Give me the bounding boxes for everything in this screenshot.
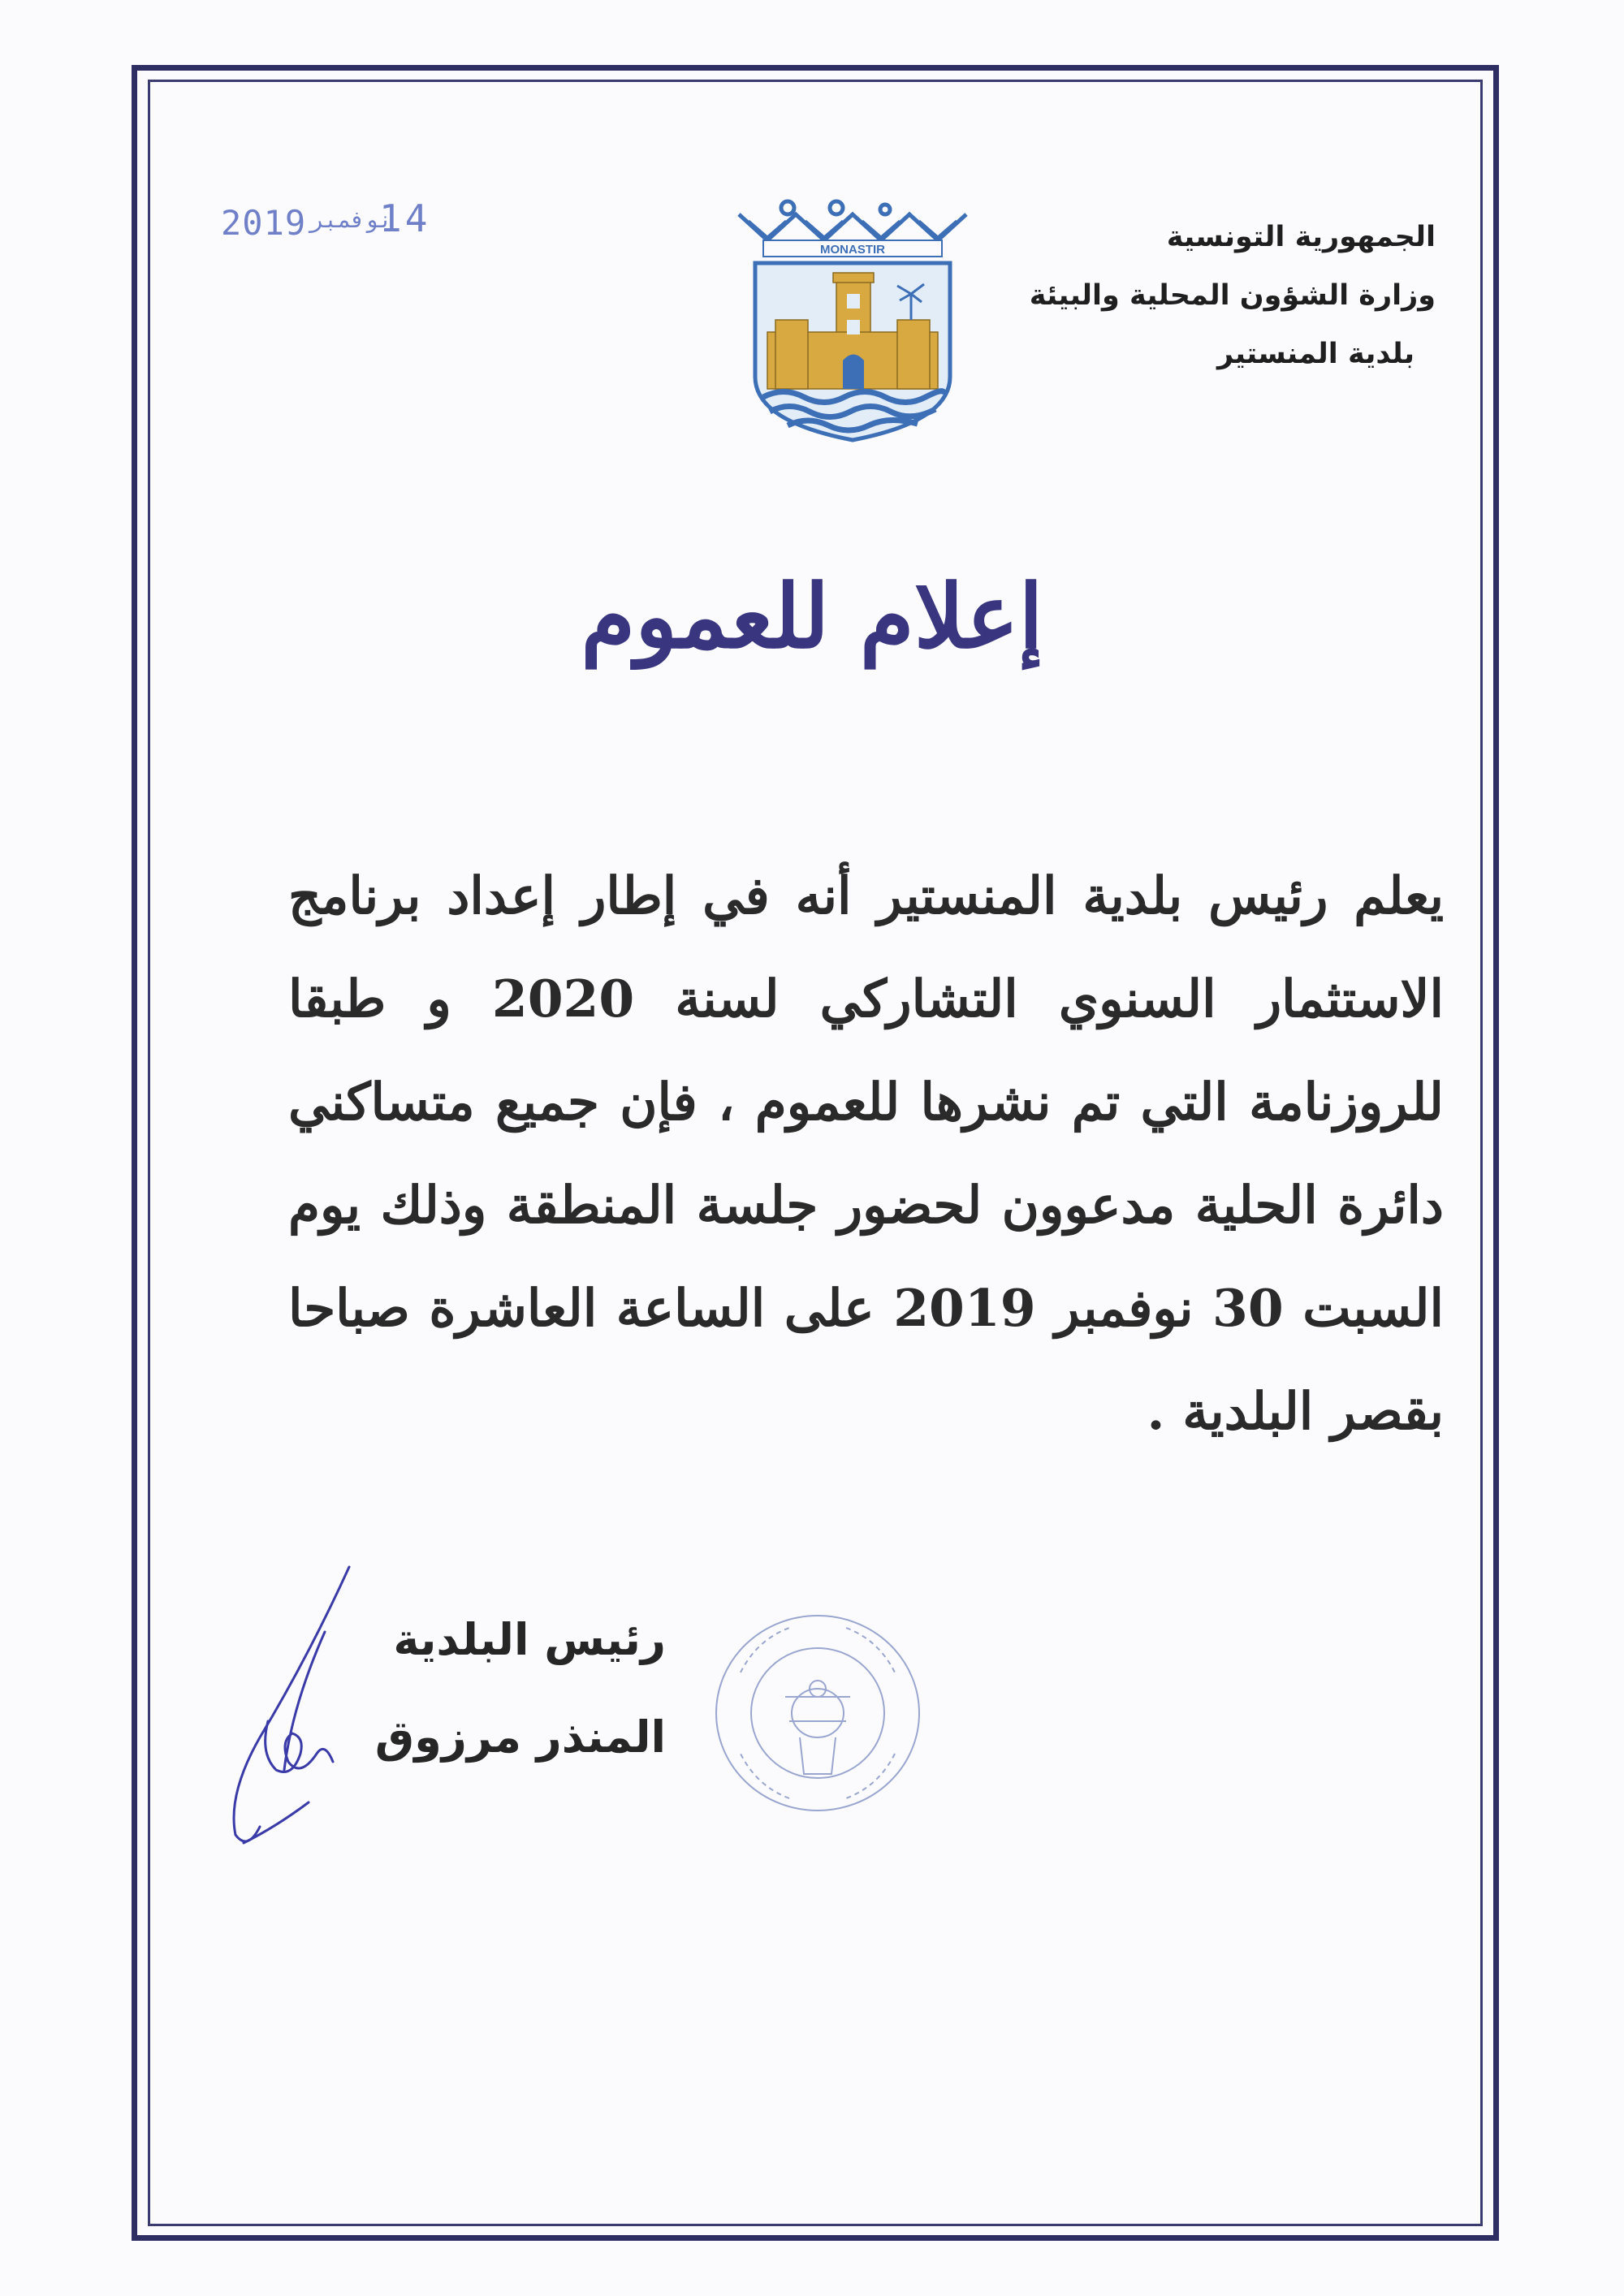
ministry-name: وزارة الشؤون المحلية والبيئة: [1029, 279, 1436, 312]
body-line: دائرة الحلية مدعوون لحضور جلسة المنطقة وذلك يوم: [288, 1175, 1444, 1235]
signatory-name: المنذر مرزوق: [374, 1711, 666, 1763]
body-line: للروزنامة التي تم نشرها للعموم ، فإن جميع متساكني: [288, 1072, 1444, 1132]
emblem-calligraphy: [739, 201, 966, 240]
notice-body: [288, 844, 1444, 1463]
issuer-header: [1013, 208, 1436, 383]
body-line: السبت 30 نوفمبر 2019 على الساعة العاشرة صباحا: [288, 1278, 1444, 1338]
stamp-day: 14: [379, 196, 431, 240]
received-date-stamp: [221, 195, 440, 244]
signatory-role: رئيس البلدية: [393, 1614, 666, 1665]
stamp-month: نوفمبر: [310, 206, 393, 233]
body-line: الاستثمار السنوي التشاركي لسنة 2020 و طبقا: [288, 969, 1444, 1029]
country-name: الجمهورية التونسية: [1166, 221, 1436, 253]
notice-title: إعلام للعموم: [581, 566, 1043, 668]
official-seal: [708, 1608, 927, 1819]
monastir-emblem: [731, 198, 974, 443]
stamp-year: 2019: [221, 203, 307, 243]
body-line: بقصر البلدية .: [1147, 1381, 1444, 1441]
emblem-banner-text: MONASTIR: [820, 243, 885, 257]
body-line: يعلم رئيس بلدية المنستير أنه في إطار إعداد برنامج: [288, 865, 1444, 926]
municipality-name: بلدية المنستير: [1216, 338, 1415, 370]
handwritten-signature: [211, 1559, 374, 1867]
